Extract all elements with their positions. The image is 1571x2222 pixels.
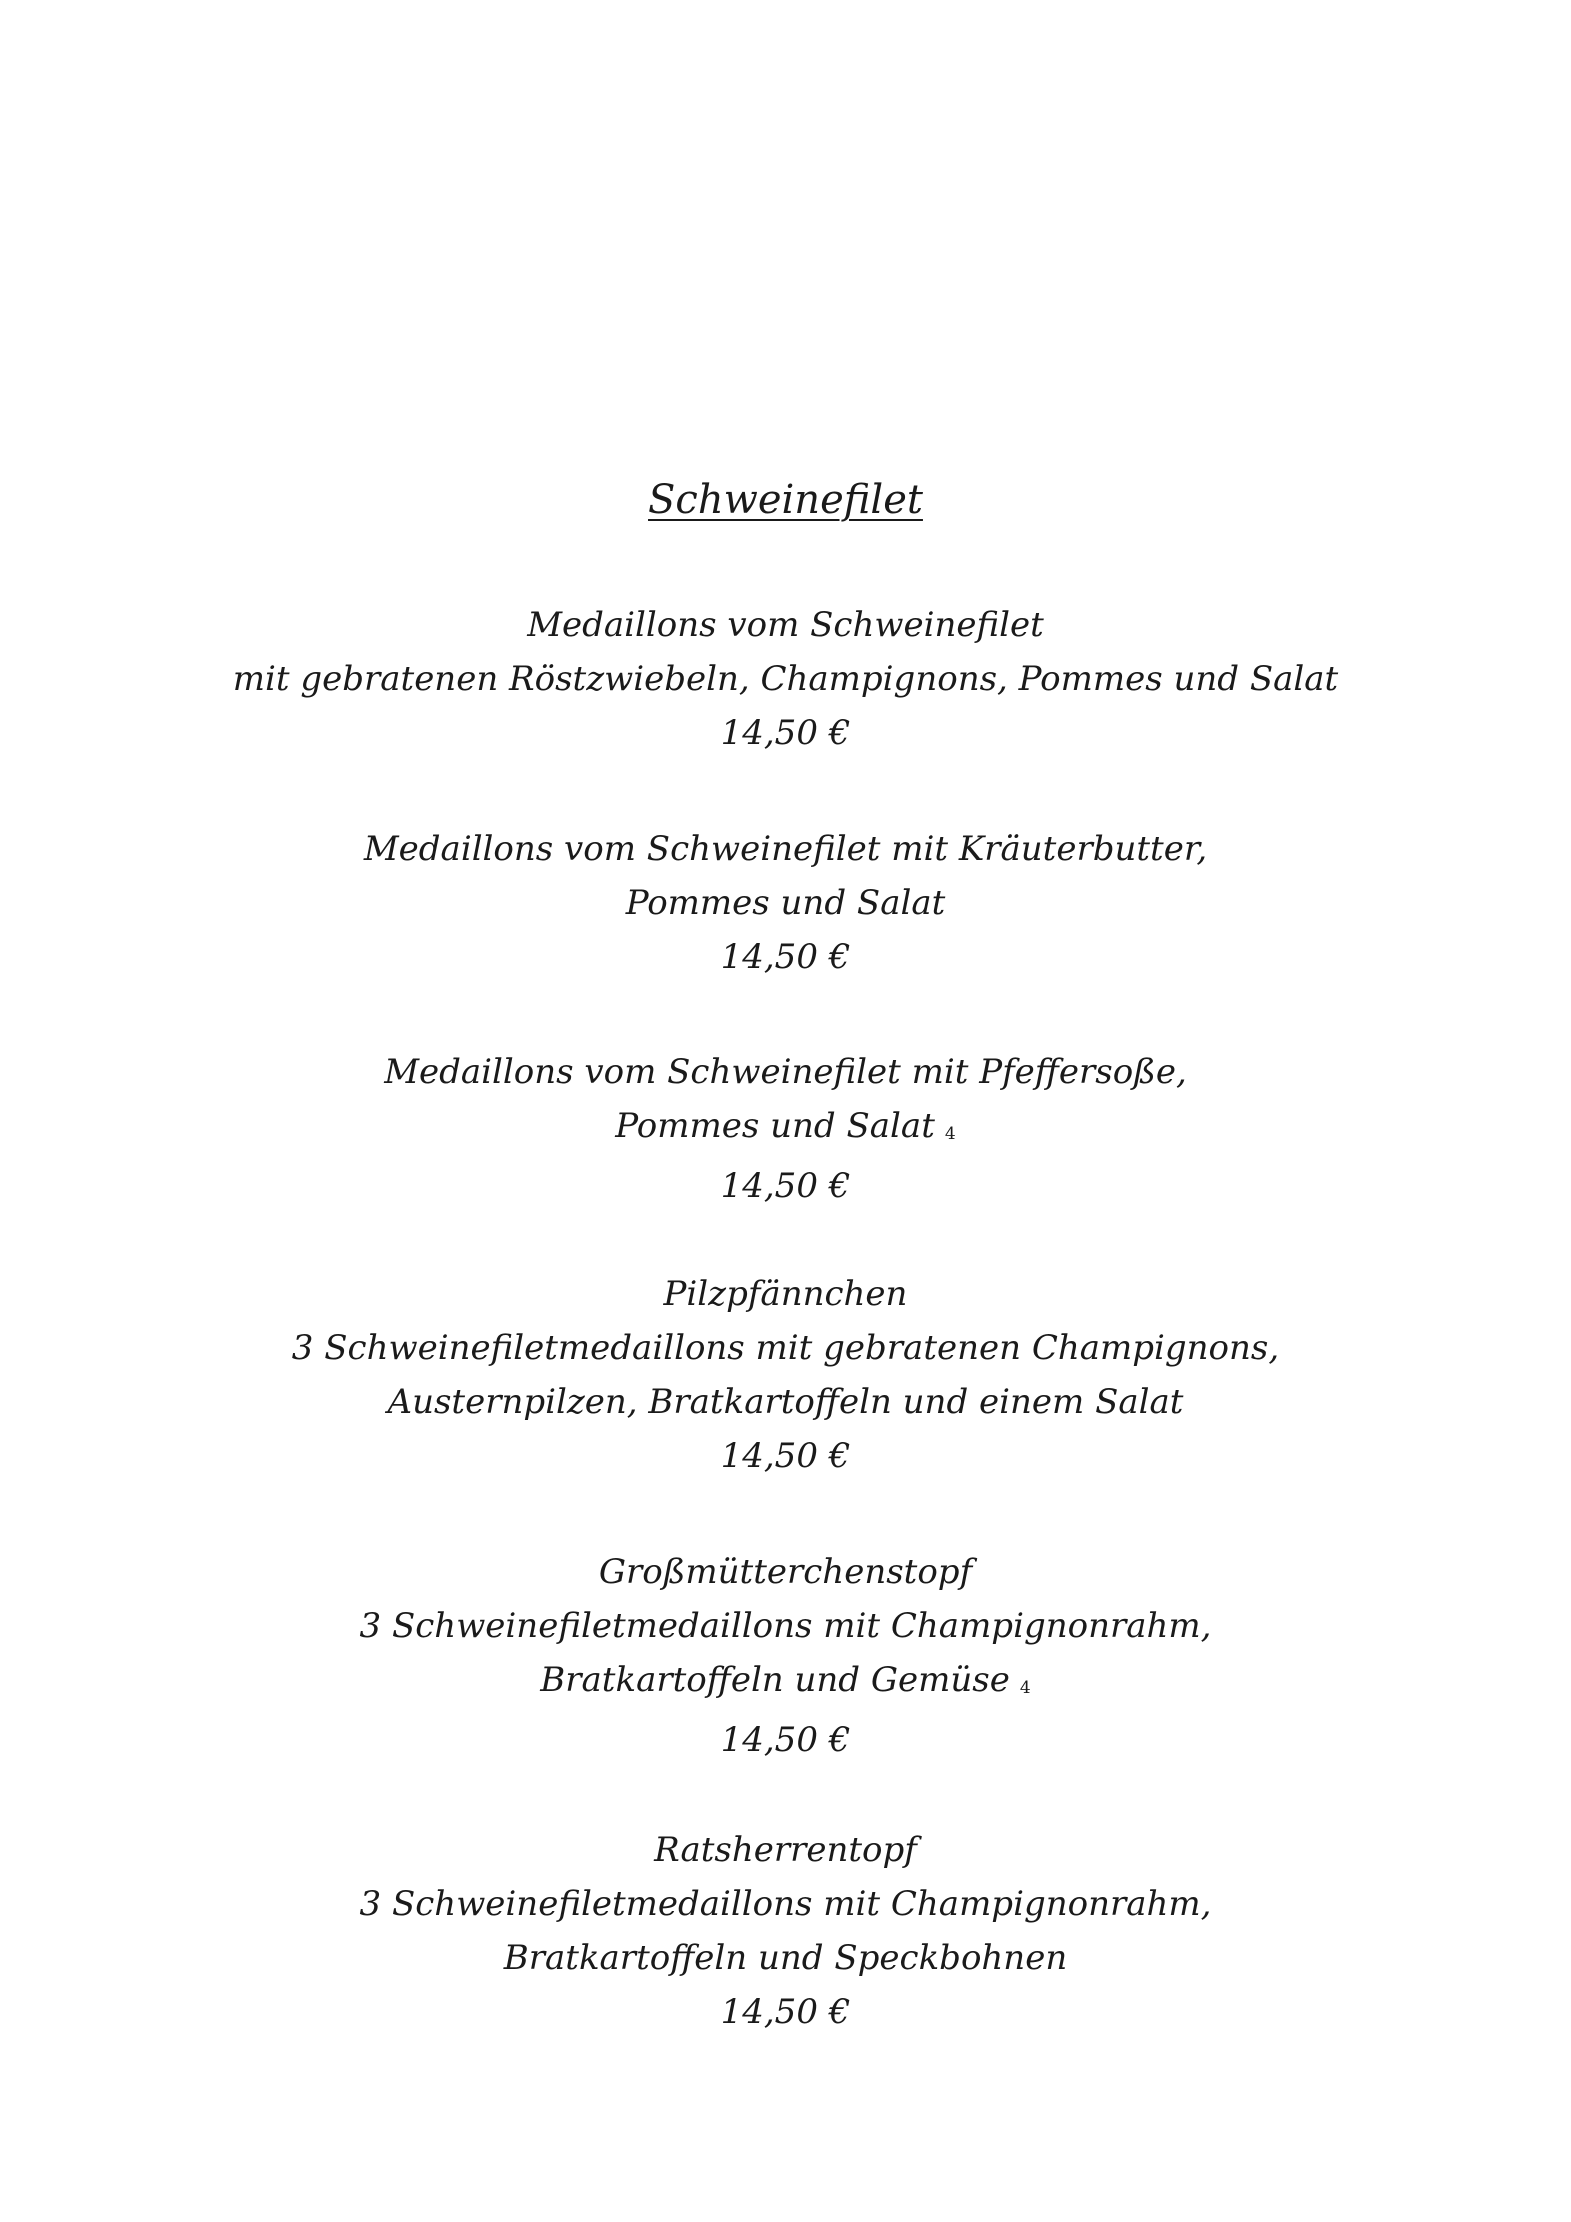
menu-item-description: Bratkartoffeln und Speckbohnen <box>503 1938 1068 1978</box>
menu-item <box>0 598 1571 760</box>
menu-item-description: Bratkartoffeln und Gemüse <box>540 1660 1010 1700</box>
menu-item-price: 14,50 € <box>720 1992 851 2032</box>
menu-item-description-line <box>0 1099 1571 1159</box>
menu-item-price: 14,50 € <box>720 937 851 977</box>
menu-item <box>0 1267 1571 1483</box>
menu-item <box>0 1823 1571 2039</box>
menu-item-name: Pilzpfännchen <box>663 1274 908 1314</box>
menu-item-description-line <box>0 1653 1571 1713</box>
menu-item-price: 14,50 € <box>720 1436 851 1476</box>
menu-section-title: Schweinefilet <box>648 477 923 523</box>
menu-item-name: Medaillons vom Schweinefilet mit Pfeffersoße, <box>384 1052 1187 1092</box>
allergen-note: 4 <box>1019 1678 1031 1698</box>
menu-item-description: Pommes und Salat <box>615 1106 935 1146</box>
menu-item-price: 14,50 € <box>720 713 851 753</box>
menu-item <box>0 1545 1571 1767</box>
menu-item-description: 3 Schweinefiletmedaillons mit Champignonrahm, <box>359 1884 1212 1924</box>
menu-item-description: Austernpilzen, Bratkartoffeln und einem Salat <box>387 1382 1184 1422</box>
menu-item <box>0 1045 1571 1213</box>
menu-item-name: Medaillons vom Schweinefilet <box>527 605 1044 645</box>
menu-item-price: 14,50 € <box>720 1720 851 1760</box>
menu-item-description: mit gebratenen Röstzwiebeln, Champignons, Pommes und Salat <box>232 659 1339 699</box>
allergen-note: 4 <box>944 1124 956 1144</box>
menu-item-description: 3 Schweinefiletmedaillons mit gebratenen Champignons, <box>291 1328 1280 1368</box>
menu-item-description: Pommes und Salat <box>625 883 946 923</box>
menu-item-description: 3 Schweinefiletmedaillons mit Champignonrahm, <box>359 1606 1212 1646</box>
menu-item <box>0 822 1571 984</box>
menu-item-name: Großmütterchenstopf <box>598 1552 973 1592</box>
menu-item-name: Medaillons vom Schweinefilet mit Kräuterbutter, <box>363 829 1208 869</box>
menu-item-price: 14,50 € <box>720 1166 851 1206</box>
menu-item-name: Ratsherrentopf <box>654 1830 917 1870</box>
